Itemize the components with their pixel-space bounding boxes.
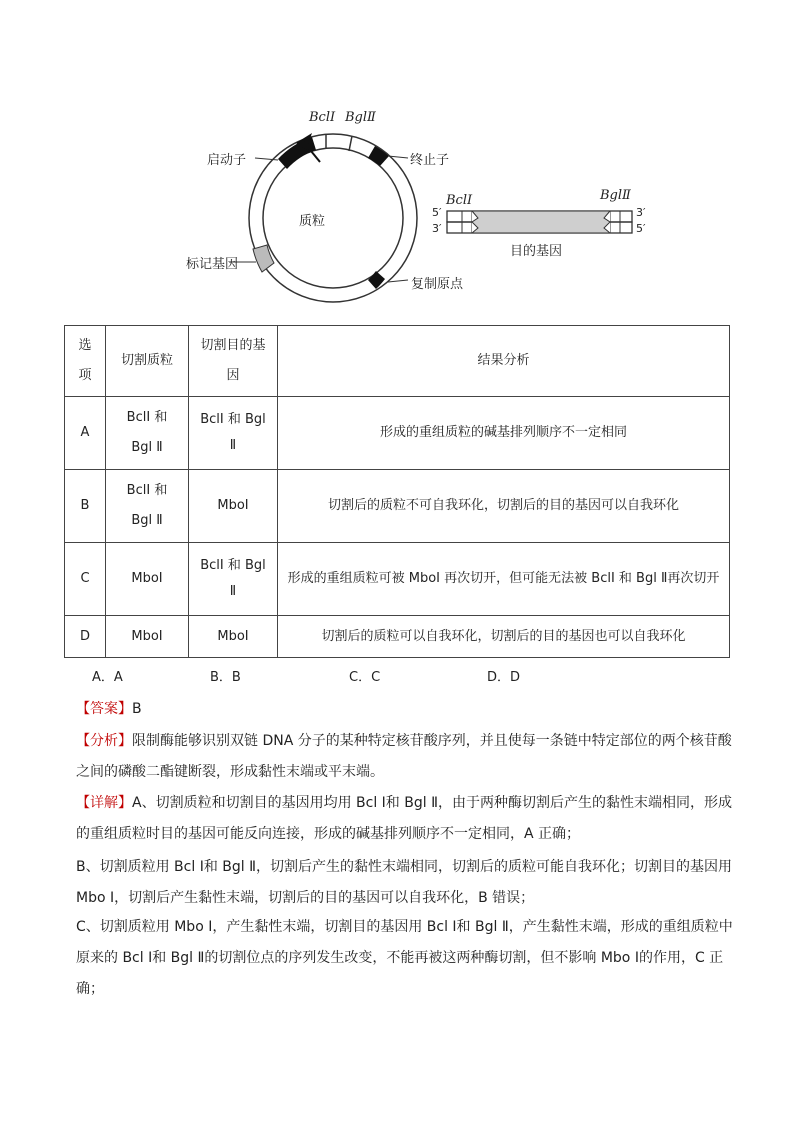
five-prime-right-bottom: 5′ — [636, 222, 646, 235]
options-table — [64, 325, 730, 658]
table-row — [65, 616, 730, 658]
five-prime-left-top: 5′ — [432, 206, 442, 219]
row-gene: BclI 和 Bgl Ⅱ — [189, 397, 278, 470]
table-row — [65, 470, 730, 543]
detail-paragraph-b: B、切割质粒用 Bcl Ⅰ和 Bgl Ⅱ，切割后产生的黏性末端相同，切割后的质粒可能自我环化；切割目的基因用 Mbo Ⅰ，切割后产生黏性末端，切割后的目的基因可以自我环化，B 错误； — [76, 859, 732, 906]
row-option: C — [65, 543, 106, 616]
plasmid-figure — [0, 0, 794, 320]
table-row — [65, 543, 730, 616]
header-gene: 切割目的基 因 — [189, 326, 278, 397]
row-result: 切割后的质粒可以自我环化，切割后的目的基因也可以自我环化 — [278, 616, 730, 658]
gene-bcl1-label: BclⅠ — [446, 193, 473, 208]
promoter-label: 启动子 — [207, 153, 247, 168]
three-prime-right-top: 3′ — [636, 206, 646, 219]
marker-gene-label: 标记基因 — [186, 257, 239, 272]
answer-paragraph — [76, 694, 736, 725]
row-gene: BclI 和 Bgl Ⅱ — [189, 543, 278, 616]
origin-label: 复制原点 — [411, 277, 464, 292]
row-plasmid: MboI — [106, 616, 189, 658]
bgl2-site-line — [349, 136, 352, 151]
header-result: 结果分析 — [278, 326, 730, 397]
gene-body — [472, 211, 610, 233]
choice-a[interactable]: A．A — [92, 670, 123, 685]
row-result: 形成的重组质粒的碱基排列顺序不一定相同 — [278, 397, 730, 470]
row-option: D — [65, 616, 106, 658]
row-plasmid: MboI — [106, 543, 189, 616]
detail-text-a: A、切割质粒和切割目的基因用均用 Bcl Ⅰ和 Bgl Ⅱ，由于两种酶切割后产生的黏性末端相同，形成的重组质粒时目的基因可能反向连接，形成的碱基排列顺序不一定相同，A 正确； — [76, 795, 732, 842]
header-plasmid: 切割质粒 — [106, 326, 189, 397]
choice-b[interactable]: B．B — [210, 670, 241, 685]
choice-d[interactable]: D．D — [487, 670, 521, 685]
analysis-text: 限制酶能够识别双链 DNA 分子的某种特定核苷酸序列，并且使每一条链中特定部位的两个核苷酸之间的磷酸二酯键断裂，形成黏性末端或平末端。 — [76, 733, 732, 780]
row-result: 形成的重组质粒可被 MboI 再次切开，但可能无法被 BclI 和 Bgl Ⅱ再次切开 — [278, 543, 730, 616]
terminator-label: 终止子 — [410, 153, 450, 168]
row-gene: MboI — [189, 616, 278, 658]
bgl2-site-label: BglⅡ — [345, 110, 376, 125]
analysis-tag: 【分析】 — [76, 733, 132, 749]
answer-text: B — [132, 701, 142, 717]
row-plasmid: BclI 和 Bgl Ⅱ — [106, 470, 189, 543]
row-gene: MboI — [189, 470, 278, 543]
table-header-row — [65, 326, 730, 397]
gene-label: 目的基因 — [510, 244, 563, 259]
answer-tag: 【答案】 — [76, 701, 132, 717]
plasmid-center-label: 质粒 — [299, 214, 326, 229]
three-prime-left-bottom: 3′ — [432, 222, 442, 235]
analysis-paragraph — [76, 726, 736, 788]
row-option: A — [65, 397, 106, 470]
choice-c[interactable]: C．C — [349, 670, 381, 685]
row-option: B — [65, 470, 106, 543]
detail-paragraph-a — [76, 788, 736, 850]
bcl1-site-label: BclⅠ — [309, 110, 336, 125]
row-plasmid: BclI 和 Bgl Ⅱ — [106, 397, 189, 470]
detail-paragraph-c: C、切割质粒用 Mbo Ⅰ，产生黏性末端，切割目的基因用 Bcl Ⅰ和 Bgl Ⅱ，产生黏性末端，形成的重组质粒中原来的 Bcl Ⅰ和 Bgl Ⅱ的切割位点的序列发生改变，不能再被这两种酶切割，但不影响 Mbo Ⅰ的作用，C 正确； — [76, 919, 733, 997]
row-result: 切割后的质粒不可自我环化，切割后的目的基因可以自我环化 — [278, 470, 730, 543]
terminator-block — [368, 146, 389, 166]
table-row — [65, 397, 730, 470]
header-option: 选 项 — [65, 326, 106, 397]
detail-tag: 【详解】 — [76, 795, 132, 811]
plasmid-diagram — [0, 0, 794, 320]
gene-bgl2-label: BglⅡ — [600, 188, 631, 203]
